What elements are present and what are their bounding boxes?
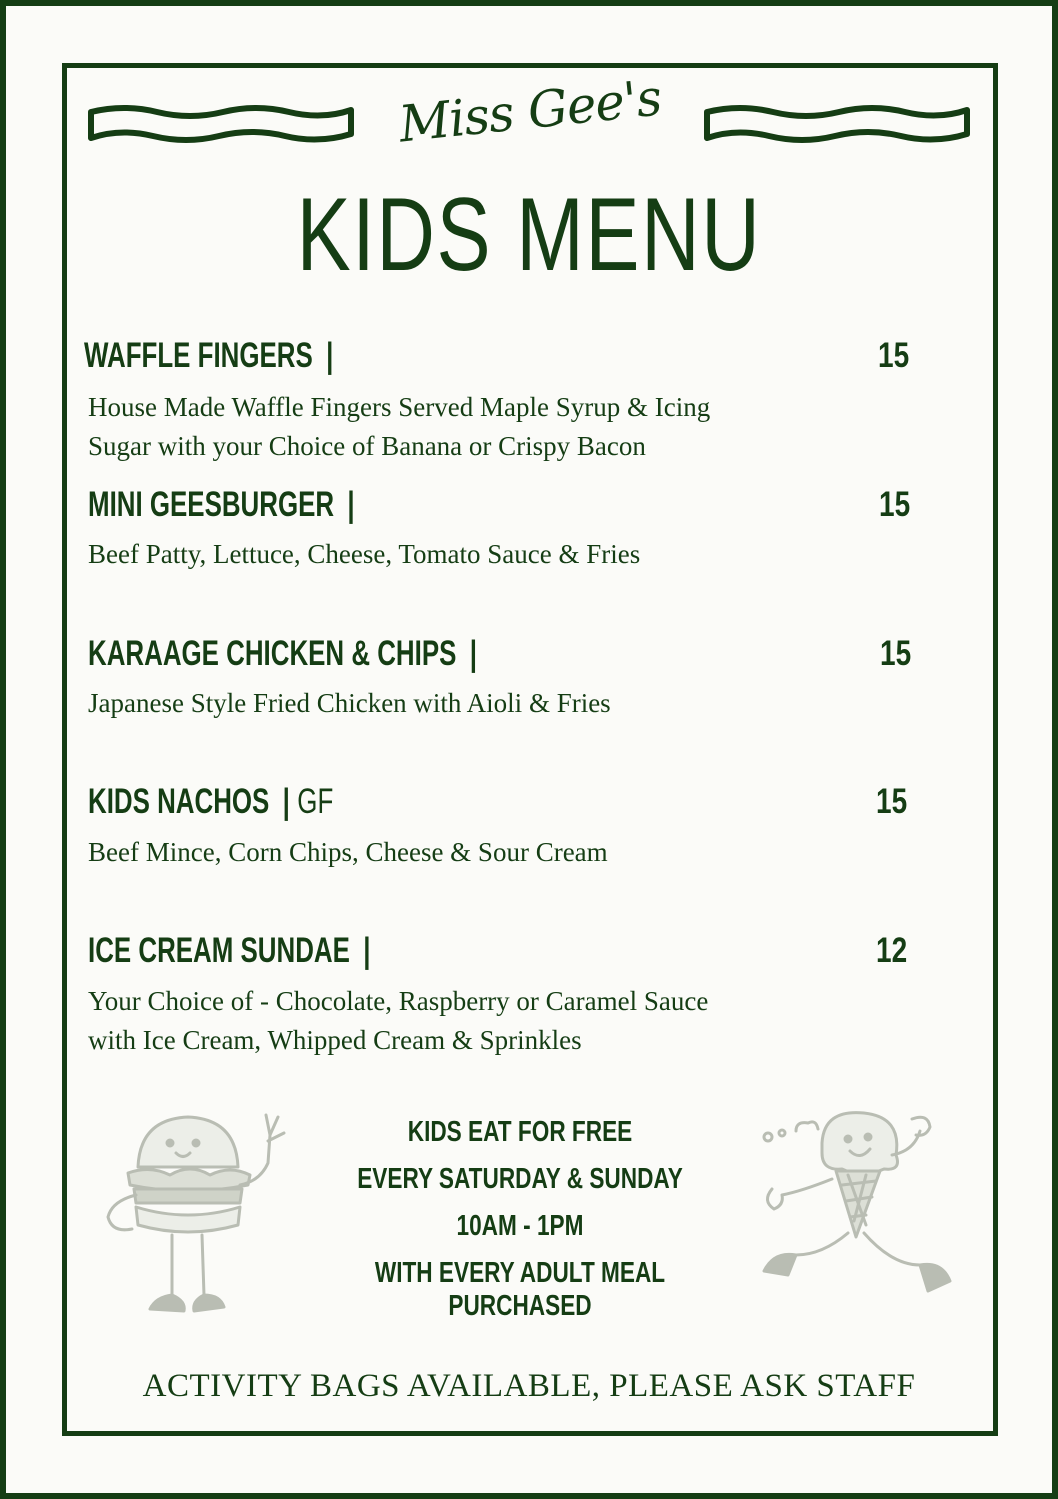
menu-item-name xyxy=(84,336,333,376)
description-line: Beef Patty, Lettuce, Cheese, Tomato Sauce & Fries xyxy=(88,539,641,569)
description-line: House Made Waffle Fingers Served Maple Syrup & Icing xyxy=(88,392,711,422)
ice-cream-character-icon xyxy=(752,1105,962,1315)
item-name-text: WAFFLE FINGERS xyxy=(84,336,313,375)
menu-item-description xyxy=(88,684,848,723)
item-separator: | xyxy=(347,485,355,524)
item-separator: | xyxy=(282,782,290,821)
brand-logo-text: Miss Gee's xyxy=(396,68,664,154)
item-separator: | xyxy=(469,634,477,673)
menu-item-name xyxy=(88,485,355,525)
promo-line: 10AM - 1PM xyxy=(456,1210,584,1242)
page-title: KIDS MENU xyxy=(296,177,762,293)
right-wave-ornament xyxy=(704,102,970,148)
description-line: Sugar with your Choice of Banana or Crispy Bacon xyxy=(88,431,646,461)
menu-item-price: 15 xyxy=(878,336,910,375)
item-separator: | xyxy=(363,931,371,970)
menu-item-price: 15 xyxy=(876,782,908,821)
footer-note: ACTIVITY BAGS AVAILABLE, PLEASE ASK STAFF xyxy=(142,1368,916,1404)
item-name-text: MINI GEESBURGER xyxy=(88,485,335,524)
menu-item-price: 12 xyxy=(876,931,908,970)
left-wave-ornament xyxy=(88,102,354,148)
menu-item-price: 15 xyxy=(879,485,911,524)
promo-line: WITH EVERY ADULT MEAL PURCHASED xyxy=(374,1257,666,1322)
item-name-text: KIDS NACHOS xyxy=(88,782,270,821)
description-line: Japanese Style Fried Chicken with Aioli & Fries xyxy=(88,688,611,718)
dietary-tag: GF xyxy=(297,782,334,821)
description-line: Your Choice of - Chocolate, Raspberry or Caramel Sauce xyxy=(88,986,709,1016)
item-name-text: KARAAGE CHICKEN & CHIPS xyxy=(88,634,457,673)
menu-item-description xyxy=(88,388,848,466)
menu-item-description xyxy=(88,982,848,1060)
menu-item-description xyxy=(88,535,848,574)
menu-item-name xyxy=(88,634,477,674)
menu-item-name xyxy=(88,782,333,822)
menu-item-price: 15 xyxy=(880,634,912,673)
promo-line: KIDS EAT FOR FREE xyxy=(407,1116,633,1148)
menu-item-name xyxy=(88,931,370,971)
burger-character-icon xyxy=(100,1105,300,1320)
menu-item-description xyxy=(88,833,848,872)
promo-line: EVERY SATURDAY & SUNDAY xyxy=(357,1163,683,1195)
description-line: with Ice Cream, Whipped Cream & Sprinkles xyxy=(88,1025,582,1055)
item-separator: | xyxy=(326,336,334,375)
description-line: Beef Mince, Corn Chips, Cheese & Sour Cream xyxy=(88,837,608,867)
item-name-text: ICE CREAM SUNDAE xyxy=(88,931,350,970)
